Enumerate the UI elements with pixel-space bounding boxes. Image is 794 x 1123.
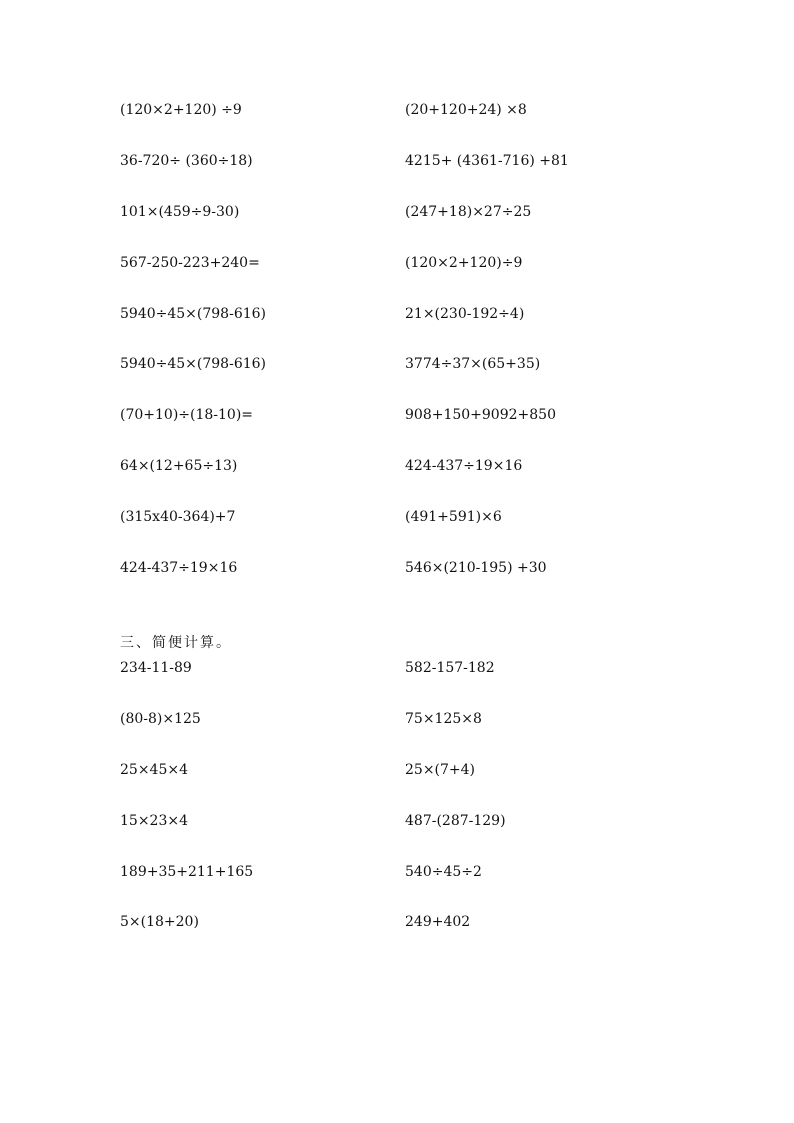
simplified-calculation-section (120, 643, 720, 948)
problem-row (120, 897, 720, 948)
problem-left: 5940÷45×(798-616) (120, 356, 267, 373)
problem-row (120, 339, 720, 390)
problem-right: 424-437÷19×16 (405, 457, 523, 474)
problem-left: 5×(18+20) (120, 914, 199, 931)
problem-left: 101×(459÷9-30) (120, 203, 240, 220)
problem-right: 25×(7+4) (405, 761, 476, 778)
problem-left: 64×(12+65÷13) (120, 457, 238, 474)
problem-left: 5940÷45×(798-616) (120, 305, 267, 322)
problem-left: 15×23×4 (120, 812, 188, 829)
calculation-section (120, 85, 720, 593)
problem-row (120, 542, 720, 593)
problem-row (120, 85, 720, 136)
problem-right: 3774÷37×(65+35) (405, 356, 541, 373)
problem-row (120, 441, 720, 492)
problem-left: 424-437÷19×16 (120, 559, 238, 576)
problem-left: (120×2+120) ÷9 (120, 102, 242, 119)
problem-right: 21×(230-192÷4) (405, 305, 525, 322)
problem-row (120, 846, 720, 897)
problem-right: 582-157-182 (405, 660, 495, 677)
problem-right: 487-(287-129) (405, 812, 506, 829)
problem-row (120, 745, 720, 796)
problem-right: 540÷45÷2 (405, 863, 482, 880)
problem-left: 36-720÷ (360÷18) (120, 153, 253, 170)
problem-row (120, 694, 720, 745)
problem-right: 249+402 (405, 914, 471, 931)
problem-row (120, 288, 720, 339)
problem-right: 908+150+9092+850 (405, 407, 556, 424)
problem-row (120, 136, 720, 187)
problem-row (120, 491, 720, 542)
section-title: 三、简便计算。 (120, 635, 232, 651)
problem-right: (120×2+120)÷9 (405, 254, 523, 271)
problem-right: (247+18)×27÷25 (405, 203, 532, 220)
problem-left: 567-250-223+240= (120, 254, 260, 271)
problem-row (120, 795, 720, 846)
problem-left: 234-11-89 (120, 660, 192, 677)
problem-right: 75×125×8 (405, 711, 482, 728)
problem-right: 4215+ (4361-716) +81 (405, 153, 569, 170)
problem-left: 189+35+211+165 (120, 863, 254, 880)
problem-row (120, 187, 720, 238)
problem-row (120, 643, 720, 694)
problem-right: (491+591)×6 (405, 508, 502, 525)
problem-left: (80-8)×125 (120, 711, 201, 728)
problem-left: (315x40-364)+7 (120, 508, 236, 525)
problem-right: (20+120+24) ×8 (405, 102, 527, 119)
problem-left: (70+10)÷(18-10)= (120, 407, 254, 424)
problem-left: 25×45×4 (120, 761, 188, 778)
problem-row (120, 390, 720, 441)
problem-row (120, 237, 720, 288)
problem-right: 546×(210-195) +30 (405, 559, 547, 576)
